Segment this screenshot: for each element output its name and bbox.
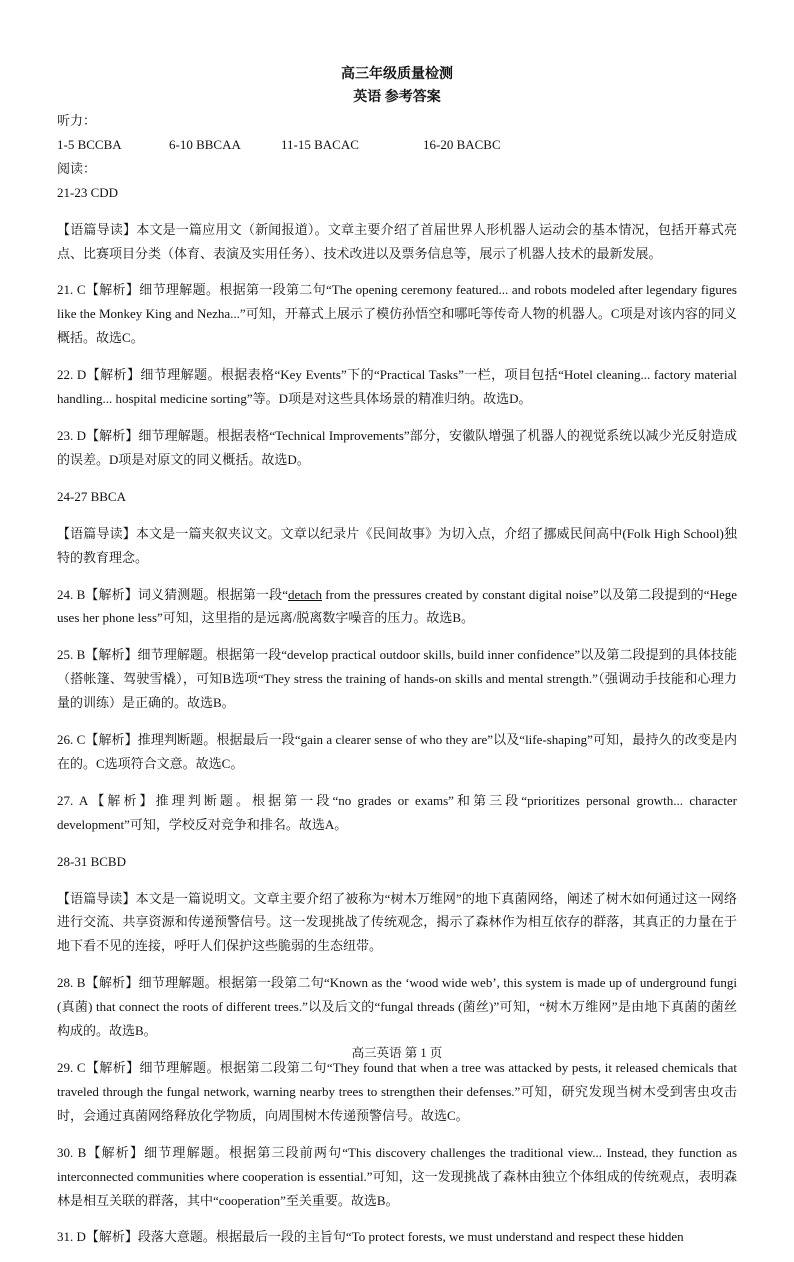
q28-explanation: 28. B【解析】细节理解题。根据第一段第二句“Known as the ‘wood wide web’, this system is made up of underground fungi (真菌) that connect the roots of different trees.”以及后文的“fungal threads (菌丝)”可知，“树木万维网”是由地下真菌的菌丝构成的。故选B。 xyxy=(57,975,737,1039)
q25-explanation: 25. B【解析】细节理解题。根据第一段“develop practical outdoor skills, build inner confidence”以及第二段提到的具体技能（搭帐篷、驾驶雪橇），可知B选项“They stress the training of hands-on skills and mental strength.”（强调动手技能和心理力量的训练）是正确的。故选B。 xyxy=(57,647,737,711)
page-title: 高三年级质量检测 xyxy=(341,67,453,82)
listening-label: 听力： xyxy=(57,113,97,128)
q24-text-post: from the pressures created by constant digital noise”以及第二段提到的“Hege uses her phone less”可知，这里指的是远离/脱离数字噪音的压力。故选B。 xyxy=(57,586,737,626)
group2-key: 24-27 BBCA xyxy=(57,488,126,504)
q30-explanation: 30. B【解析】细节理解题。根据第三段前两句“This discovery challenges the traditional view... Instead, they function as interconnected communities where cooperation is essential.”可知，这一发现挑战了森林由独立个体组成的传统观点，表明森林是相互关联的群落，其中“cooperation”至关重要。故选B。 xyxy=(57,1144,737,1208)
q21-explanation: 21. C【解析】细节理解题。根据第一段第二句“The opening ceremony featured... and robots modeled after legendary figures like the Monkey King and Nezha...”可知，开幕式上展示了模仿孙悟空和哪吒等传奇人物的机器人。C项是对该内容的同义概括。故选C。 xyxy=(57,282,737,346)
page-footer: 高三英语 第 1 页 xyxy=(351,1046,443,1060)
q27-explanation: 27. A【解析】推理判断题。根据第一段“no grades or exams”和第三段“prioritizes personal growth... character development”可知，学校反对竞争和排名。故选A。 xyxy=(57,792,737,832)
page-content xyxy=(57,64,737,1262)
q23-explanation: 23. D【解析】细节理解题。根据表格“Technical Improvements”部分，安徽队增强了机器人的视觉系统以减少光反射造成的误差。D项是对原文的同义概括。故选D。 xyxy=(57,427,737,467)
reading-label: 阅读： xyxy=(57,160,97,176)
q26-explanation: 26. C【解析】推理判断题。根据最后一段“gain a clearer sense of who they are”以及“life-shaping”可知，最持久的改变是内在的。C选项符合文意。故选C。 xyxy=(57,732,737,771)
q24-text-pre: 24. B【解析】词义猜测题。根据第一段“ xyxy=(57,586,289,602)
listening-answer-6-10: 6-10 BBCAA xyxy=(169,136,241,152)
group2-intro: 【语篇导读】本文是一篇夹叙夹议文。文章以纪录片《民间故事》为切入点，介绍了挪威民间高中(Folk High School)独特的教育理念。 xyxy=(57,525,737,565)
listening-answer-1-5: 1-5 BCCBA xyxy=(57,136,122,152)
group1-key: 21-23 CDD xyxy=(57,184,119,200)
q31-explanation: 31. D【解析】段落大意题。根据最后一段的主旨句“To protect forests, we must understand and respect these hidden xyxy=(57,1229,684,1245)
q22-explanation: 22. D【解析】细节理解题。根据表格“Key Events”下的“Practical Tasks”一栏，项目包括“Hotel cleaning... factory material handling... hospital medicine sorting”等。D项是对这些具体场景的精准归纳。故选D。 xyxy=(57,367,737,407)
listening-answer-16-20: 16-20 BACBC xyxy=(423,136,501,152)
group1-intro: 【语篇导读】本文是一篇应用文（新闻报道）。文章主要介绍了首届世界人形机器人运动会的基本情况，包括开幕式亮点、比赛项目分类（体育、表演及实用任务）、技术改进以及票务信息等，展示了机器人技术的最新发展。 xyxy=(57,221,737,261)
group3-key: 28-31 BCBD xyxy=(57,853,126,869)
listening-answer-11-15: 11-15 BACAC xyxy=(281,136,359,152)
page-subtitle: 英语 参考答案 xyxy=(353,90,441,105)
q24-underlined-word: detach xyxy=(288,586,322,602)
q24-explanation xyxy=(57,583,737,631)
listening-answers xyxy=(57,133,737,157)
q29-explanation: 29. C【解析】细节理解题。根据第二段第二句“They found that when a tree was attacked by pests, it released chemicals that traveled through the fungal network, warning nearby trees to strengthen their defenses.”可知，研究发现当树木受到害虫攻击时，会通过真菌网络释放化学物质，向周围树木传递预警信号。故选C。 xyxy=(57,1060,737,1123)
group3-intro: 【语篇导读】本文是一篇说明文。文章主要介绍了被称为“树木万维网”的地下真菌网络，阐述了树木如何通过这一网络进行交流、共享资源和传递预警信号。这一发现挑战了传统观念，揭示了森林作为相互依存的群落，其真正的力量在于地下看不见的连接，呼吁人们保护这些脆弱的生态纽带。 xyxy=(57,890,737,954)
